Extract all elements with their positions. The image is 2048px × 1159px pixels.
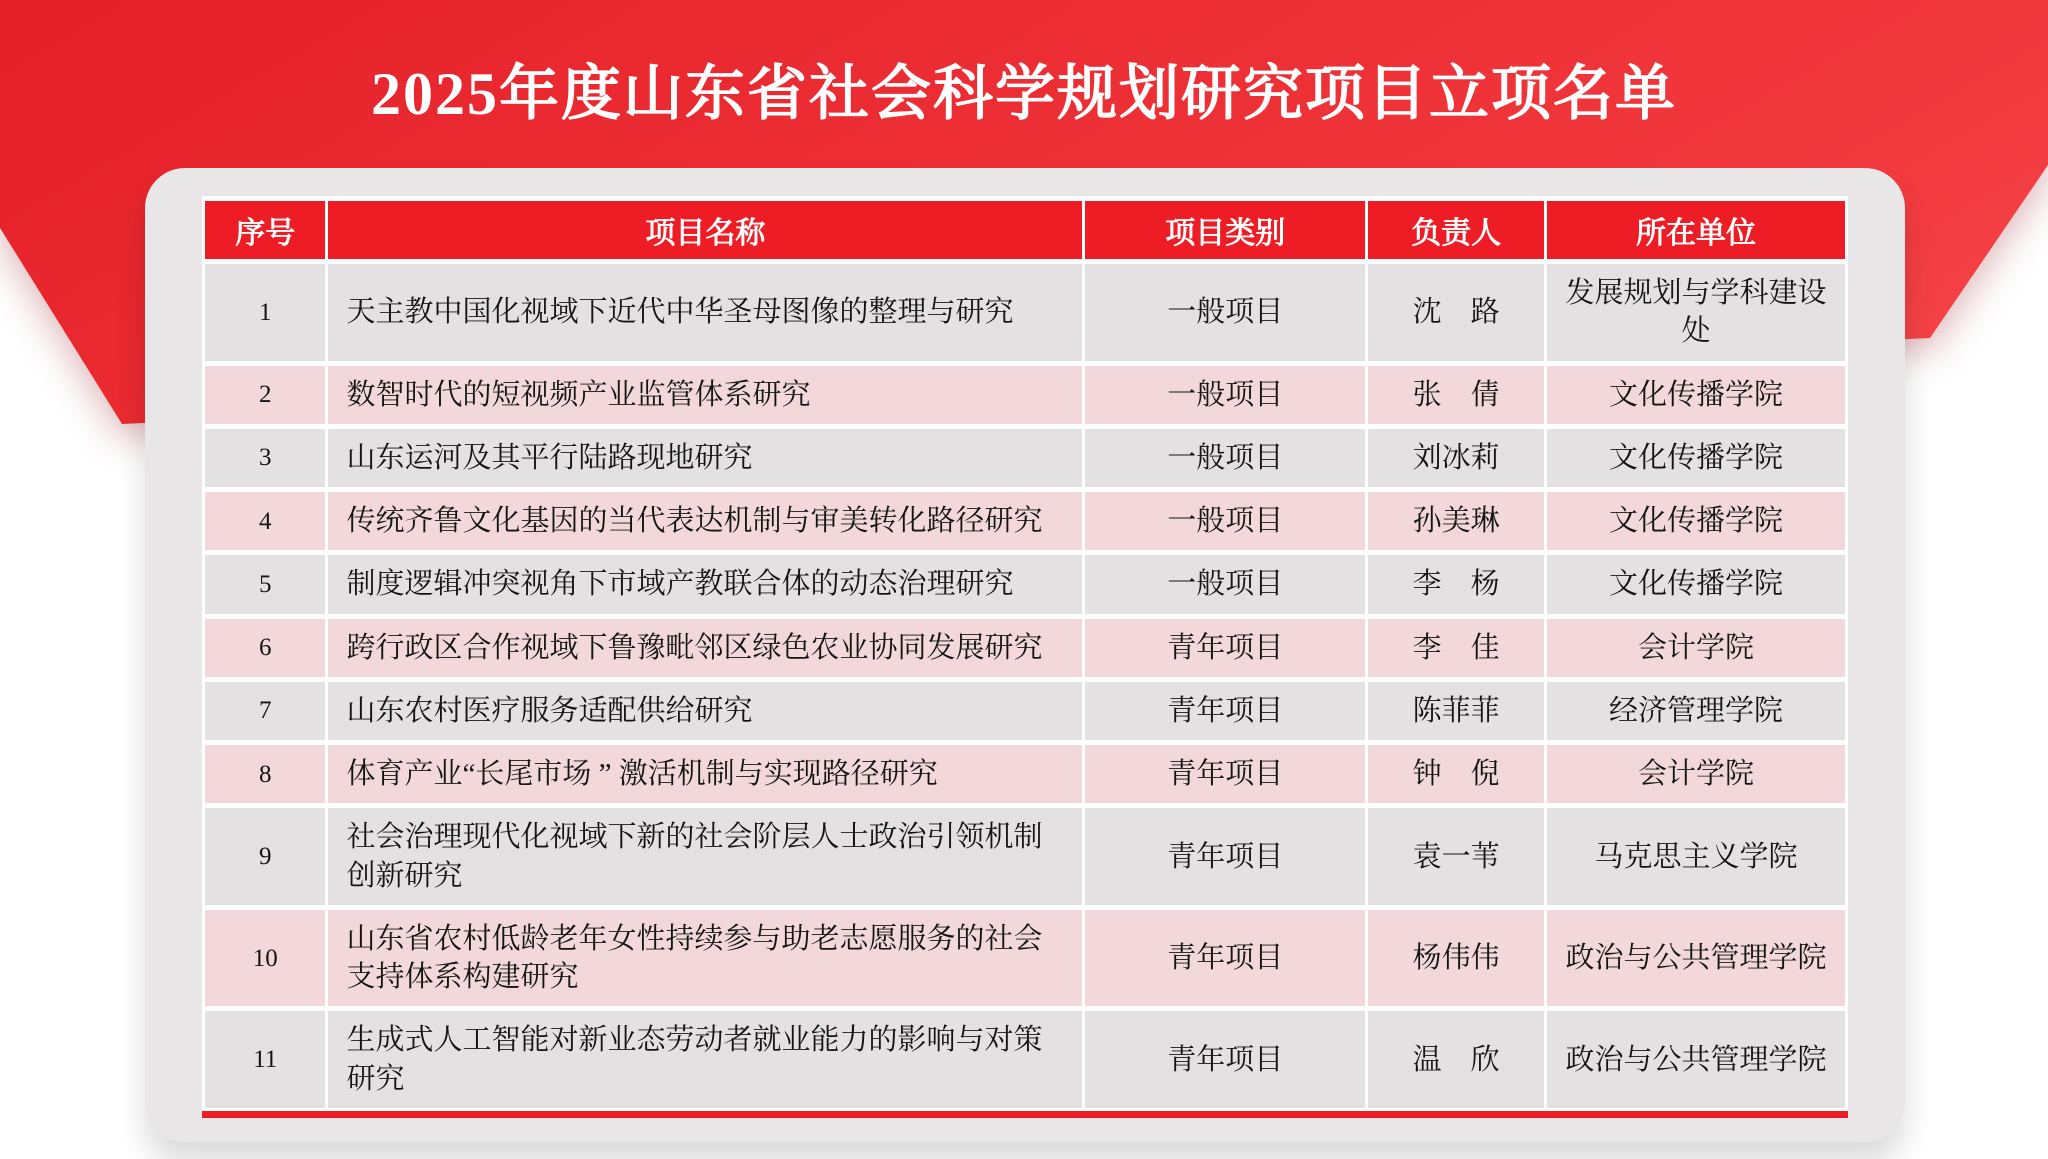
- header-project-category: 项目类别: [1085, 201, 1365, 259]
- content-card: [145, 168, 1905, 1142]
- cell-unit: 会计学院: [1547, 619, 1845, 677]
- cell-leader: 刘冰莉: [1368, 429, 1544, 487]
- cell-project-name: 山东农村医疗服务适配供给研究: [328, 682, 1082, 740]
- cell-leader: 杨伟伟: [1368, 910, 1544, 1007]
- cell-serial-number: 5: [205, 555, 325, 613]
- cell-leader: 袁一苇: [1368, 808, 1544, 905]
- cell-unit: 文化传播学院: [1547, 366, 1845, 424]
- header-project-name: 项目名称: [328, 201, 1082, 259]
- cell-project-name: 体育产业“长尾市场 ” 激活机制与实现路径研究: [328, 745, 1082, 803]
- cell-serial-number: 6: [205, 619, 325, 677]
- table-row: [205, 1011, 1845, 1108]
- table-row: [205, 808, 1845, 905]
- cell-project-category: 一般项目: [1085, 264, 1365, 361]
- table-row: [205, 745, 1845, 803]
- cell-leader: 李 杨: [1368, 555, 1544, 613]
- cell-project-name: 跨行政区合作视域下鲁豫毗邻区绿色农业协同发展研究: [328, 619, 1082, 677]
- cell-serial-number: 8: [205, 745, 325, 803]
- cell-project-category: 青年项目: [1085, 808, 1365, 905]
- cell-project-name: 制度逻辑冲突视角下市域产教联合体的动态治理研究: [328, 555, 1082, 613]
- cell-project-name: 天主教中国化视域下近代中华圣母图像的整理与研究: [328, 264, 1082, 361]
- cell-project-category: 一般项目: [1085, 429, 1365, 487]
- projects-table-container: [202, 196, 1848, 1118]
- table-row: [205, 429, 1845, 487]
- cell-leader: 钟 倪: [1368, 745, 1544, 803]
- cell-project-category: 青年项目: [1085, 682, 1365, 740]
- cell-unit: 文化传播学院: [1547, 429, 1845, 487]
- cell-serial-number: 4: [205, 492, 325, 550]
- cell-serial-number: 11: [205, 1011, 325, 1108]
- cell-leader: 李 佳: [1368, 619, 1544, 677]
- cell-serial-number: 7: [205, 682, 325, 740]
- cell-unit: 政治与公共管理学院: [1547, 1011, 1845, 1108]
- cell-unit: 会计学院: [1547, 745, 1845, 803]
- cell-project-category: 青年项目: [1085, 619, 1365, 677]
- table-header-row: [205, 201, 1845, 259]
- cell-project-name: 社会治理现代化视域下新的社会阶层人士政治引领机制创新研究: [328, 808, 1082, 905]
- table-row: [205, 619, 1845, 677]
- cell-leader: 温 欣: [1368, 1011, 1544, 1108]
- cell-unit: 马克思主义学院: [1547, 808, 1845, 905]
- cell-serial-number: 3: [205, 429, 325, 487]
- cell-leader: 孙美琳: [1368, 492, 1544, 550]
- cell-project-category: 青年项目: [1085, 745, 1365, 803]
- table-bottom-rule: [202, 1111, 1848, 1118]
- cell-project-name: 生成式人工智能对新业态劳动者就业能力的影响与对策研究: [328, 1011, 1082, 1108]
- projects-table: [202, 196, 1848, 1113]
- cell-project-category: 一般项目: [1085, 492, 1365, 550]
- table-row: [205, 492, 1845, 550]
- cell-leader: 陈菲菲: [1368, 682, 1544, 740]
- header-serial-number: 序号: [205, 201, 325, 259]
- header-leader: 负责人: [1368, 201, 1544, 259]
- cell-leader: 沈 路: [1368, 264, 1544, 361]
- cell-unit: 政治与公共管理学院: [1547, 910, 1845, 1007]
- cell-project-category: 青年项目: [1085, 910, 1365, 1007]
- cell-project-category: 一般项目: [1085, 555, 1365, 613]
- table-row: [205, 682, 1845, 740]
- cell-project-name: 山东省农村低龄老年女性持续参与助老志愿服务的社会支持体系构建研究: [328, 910, 1082, 1007]
- cell-unit: 文化传播学院: [1547, 492, 1845, 550]
- table-row: [205, 264, 1845, 361]
- cell-unit: 文化传播学院: [1547, 555, 1845, 613]
- cell-project-name: 传统齐鲁文化基因的当代表达机制与审美转化路径研究: [328, 492, 1082, 550]
- cell-serial-number: 1: [205, 264, 325, 361]
- cell-serial-number: 2: [205, 366, 325, 424]
- cell-leader: 张 倩: [1368, 366, 1544, 424]
- table-row: [205, 366, 1845, 424]
- cell-unit: 发展规划与学科建设处: [1547, 264, 1845, 361]
- table-row: [205, 555, 1845, 613]
- header-unit: 所在单位: [1547, 201, 1845, 259]
- cell-unit: 经济管理学院: [1547, 682, 1845, 740]
- cell-project-category: 青年项目: [1085, 1011, 1365, 1108]
- cell-serial-number: 9: [205, 808, 325, 905]
- cell-serial-number: 10: [205, 910, 325, 1007]
- cell-project-category: 一般项目: [1085, 366, 1365, 424]
- cell-project-name: 数智时代的短视频产业监管体系研究: [328, 366, 1082, 424]
- page-title: 2025年度山东省社会科学规划研究项目立项名单: [371, 61, 1677, 127]
- table-row: [205, 910, 1845, 1007]
- cell-project-name: 山东运河及其平行陆路现地研究: [328, 429, 1082, 487]
